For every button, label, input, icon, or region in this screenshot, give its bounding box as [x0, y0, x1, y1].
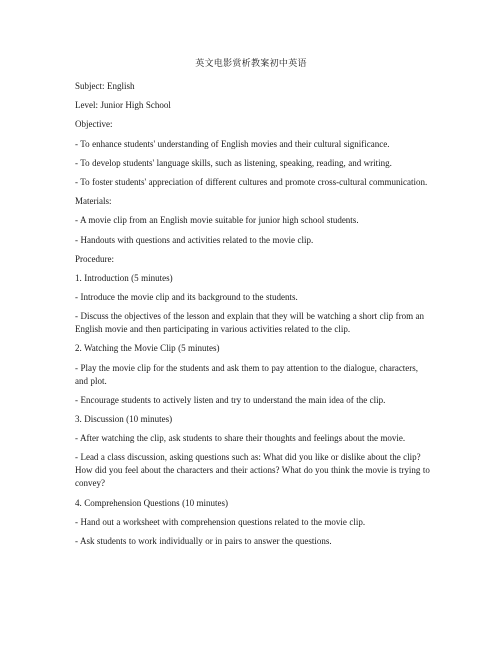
level-line: Level: Junior High School [75, 100, 171, 111]
materials-item: - A movie clip from an English movie suitable for junior high school students. [75, 215, 359, 226]
step-heading: 4. Comprehension Questions (10 minutes) [75, 497, 229, 508]
step-item: - Encourage students to actively listen and try to understand the main idea of the clip. [75, 394, 386, 405]
procedure-heading: Procedure: [75, 253, 114, 264]
materials-item: - Handouts with questions and activities related to the movie clip. [75, 234, 314, 245]
step-item: - Play the movie clip for the students and ask them to pay attention to the dialogue, characters, and plot. [75, 362, 419, 386]
step-item: - Ask students to work individually or in pairs to answer the questions. [75, 535, 332, 546]
objective-heading: Objective: [75, 119, 113, 130]
subject-line: Subject: English [75, 81, 135, 91]
step-heading: 2. Watching the Movie Clip (5 minutes) [75, 343, 220, 354]
step-heading: 1. Introduction (5 minutes) [75, 272, 173, 283]
objective-item: - To foster students' appreciation of different cultures and promote cross-cultural communication. [75, 176, 428, 187]
step-item: - Discuss the objectives of the lesson and explain that they will be watching a short clip from an English movie and then participating in various activities related to the clip. [75, 311, 425, 335]
objective-item: - To enhance students' understanding of English movies and their cultural significance. [75, 138, 390, 149]
step-item: - Lead a class discussion, asking questions such as: What did you like or dislike about the clip? How did you feel about the characters and their actions? What do you think the movie is trying to convey? [75, 452, 430, 489]
step-item: - Hand out a worksheet with comprehension questions related to the movie clip. [75, 516, 366, 527]
step-heading: 3. Discussion (10 minutes) [75, 414, 173, 424]
step-item: - Introduce the movie clip and its background to the students. [75, 292, 298, 303]
document-body [75, 80, 430, 554]
document-title: 英文电影赏析教案初中英语 [195, 58, 307, 68]
materials-heading: Materials: [75, 196, 112, 207]
step-item: - After watching the clip, ask students to share their thoughts and feelings about the movie. [75, 433, 406, 444]
objective-item: - To develop students' language skills, such as listening, speaking, reading, and writing. [75, 157, 392, 168]
